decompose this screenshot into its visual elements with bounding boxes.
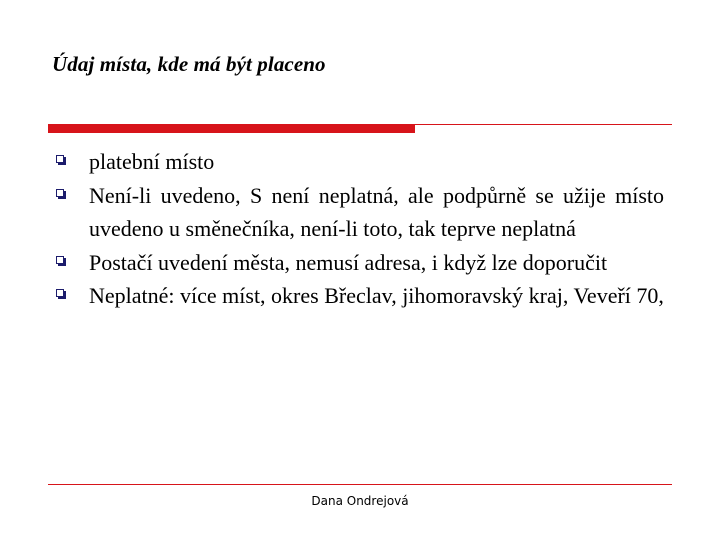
footer-author: Dana Ondrejová	[311, 494, 409, 508]
bullet-item	[56, 246, 664, 280]
slide-title: Údaj místa, kde má být placeno	[52, 52, 326, 76]
title-divider-thin	[415, 124, 672, 125]
bullet-text: Není-li uvedeno, S není neplatná, ale podpůrně se užije místo uvedeno u směnečníka, není-li toto, tak teprve neplatná	[89, 182, 664, 241]
bullet-list	[56, 145, 664, 313]
title-divider	[48, 124, 672, 133]
bullet-text: platební místo	[89, 149, 215, 174]
bullet-item	[56, 179, 664, 246]
bullet-item	[56, 279, 664, 313]
bullet-text: Neplatné: více míst, okres Břeclav, jihomoravský kraj, Veveří 70,	[89, 283, 664, 308]
title-divider-thick	[48, 124, 415, 133]
footer-divider	[48, 484, 672, 485]
square-bullet-icon	[56, 189, 64, 197]
square-bullet-icon	[56, 256, 64, 264]
square-bullet-icon	[56, 155, 64, 163]
bullet-item	[56, 145, 664, 179]
bullet-text: Postačí uvedení města, nemusí adresa, i když lze doporučit	[89, 249, 608, 275]
square-bullet-icon	[56, 289, 64, 297]
